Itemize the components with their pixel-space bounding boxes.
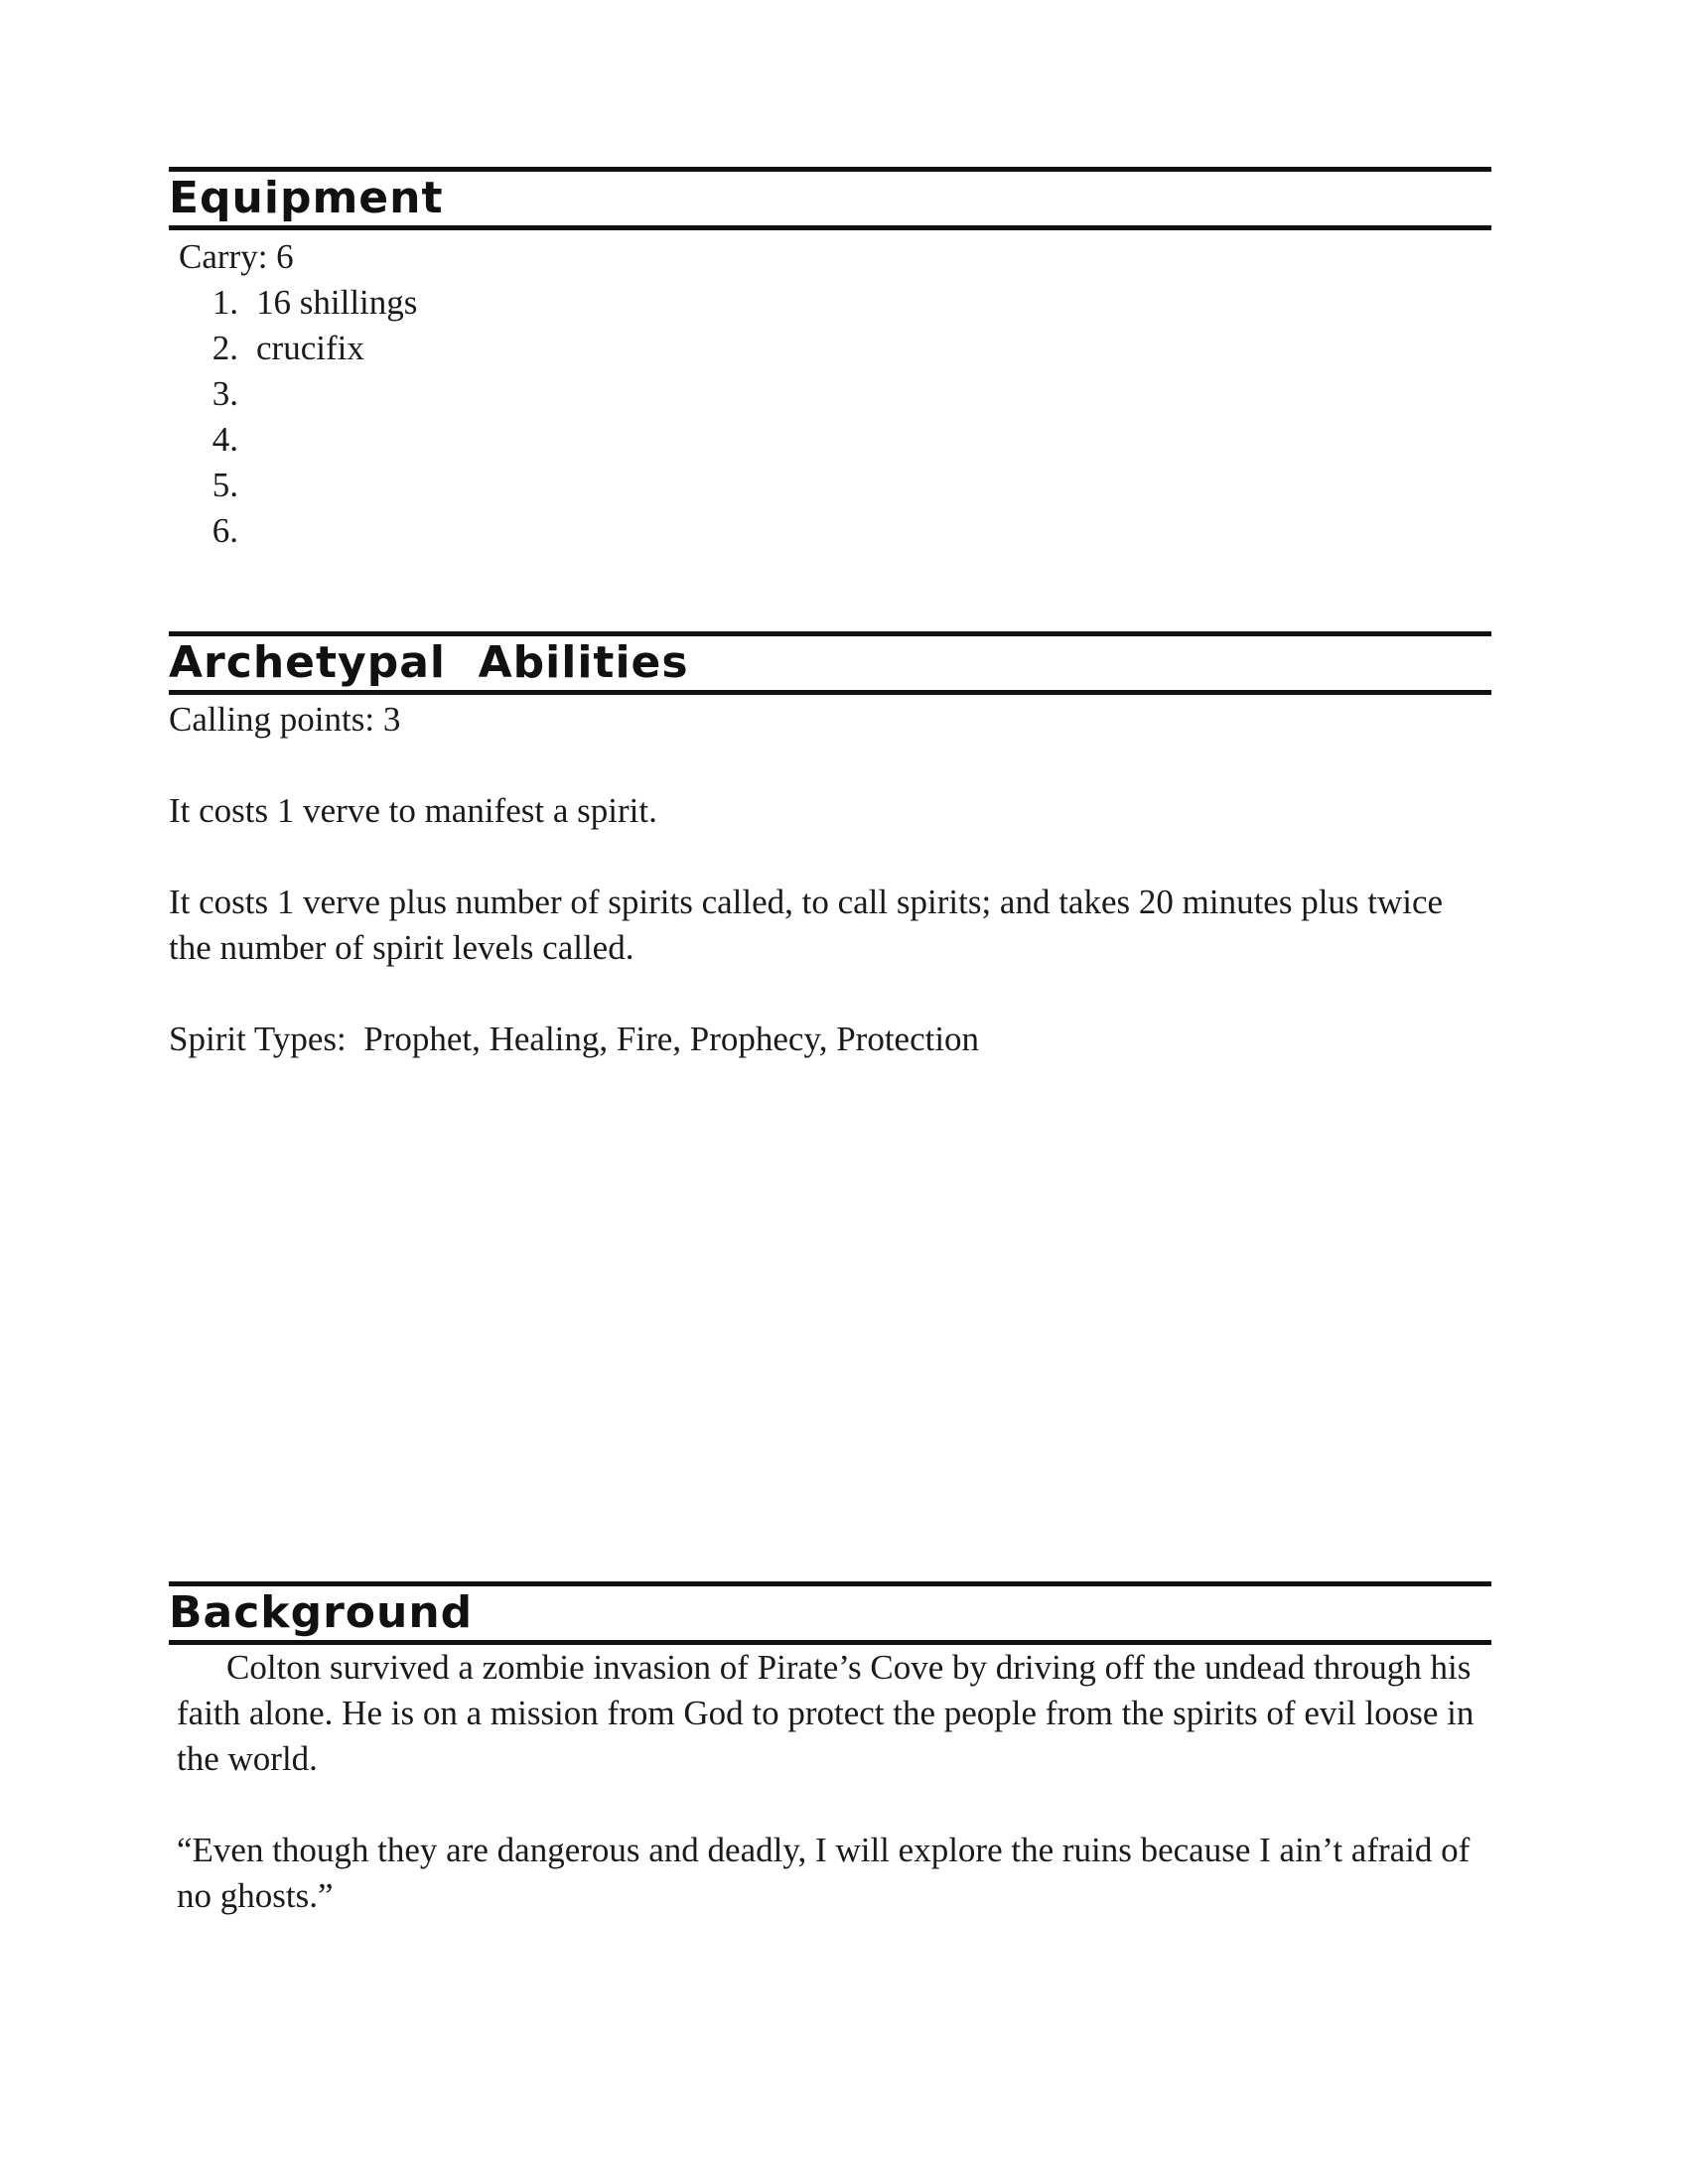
list-item — [169, 508, 1491, 554]
item-number: 2. — [211, 329, 238, 367]
spirit-types: Spirit Types: Prophet, Healing, Fire, Prophecy, Protection — [169, 1020, 980, 1058]
item-number: 5. — [211, 466, 238, 504]
manifest-cost: It costs 1 verve to manifest a spirit. — [169, 791, 657, 830]
item-text: crucifix — [256, 329, 364, 367]
list-item — [169, 417, 1491, 463]
equipment-section — [169, 167, 1491, 554]
background-section — [169, 1581, 1491, 1919]
section-bottom-rule — [169, 225, 1491, 230]
item-number: 3. — [211, 374, 238, 413]
equipment-list — [169, 280, 1491, 554]
item-number: 6. — [211, 511, 238, 550]
item-number: 1. — [211, 283, 238, 322]
call-cost: It costs 1 verve plus number of spirits called, to call spirits; and takes 20 minutes plus twice the number of spirit levels called. — [169, 883, 1444, 967]
list-item — [169, 326, 1491, 371]
abilities-heading: Archetypal Abilities — [169, 637, 689, 688]
item-number: 4. — [211, 420, 238, 459]
background-heading: Background — [169, 1587, 474, 1638]
equipment-heading: Equipment — [169, 173, 444, 223]
background-story: Colton survived a zombie invasion of Pirate’s Cove by driving off the undead through his faith alone. He is on a mission from God to protect the people from the spirits of evil loose in the world. — [177, 1648, 1475, 1778]
carry-value: Carry: 6 — [179, 237, 294, 276]
abilities-section — [169, 631, 1491, 1062]
calling-points: Calling points: 3 — [169, 700, 401, 739]
list-item — [169, 371, 1491, 417]
list-item — [169, 280, 1491, 326]
item-text: 16 shillings — [256, 283, 418, 322]
list-item — [169, 463, 1491, 508]
section-bottom-rule — [169, 690, 1491, 695]
background-quote: “Even though they are dangerous and deadly, I will explore the ruins because I ain’t afraid of no ghosts.” — [177, 1831, 1471, 1915]
